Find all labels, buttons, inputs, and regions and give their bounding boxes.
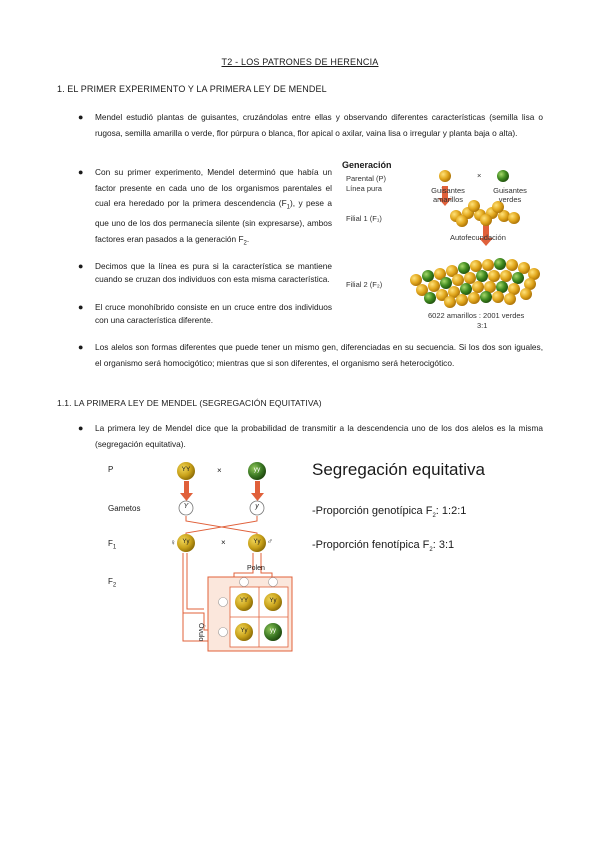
bullet-icon: ●: [78, 302, 84, 312]
arrow-icon: [251, 493, 264, 501]
page-title: T2 - LOS PATRONES DE HERENCIA: [221, 57, 379, 67]
bullet-icon: ●: [78, 342, 84, 352]
ovulo-label: Óvulo: [197, 623, 204, 642]
section-1-heading: 1. EL PRIMER EXPERIMENTO Y LA PRIMERA LEY DE MENDEL: [57, 84, 327, 94]
genotype-yy: yy: [253, 466, 261, 473]
f1-pea-cluster: [450, 200, 520, 227]
list-item: [78, 421, 543, 452]
genotype-Yy-male: Yy: [253, 539, 261, 545]
polen-label: Polen: [247, 565, 265, 572]
segregation-figure: [100, 455, 545, 660]
bullet-text: La primera ley de Mendel dice que la probabilidad de transmitir a la descendencia uno de los dos alelos es la misma (segregación equitativa).: [95, 423, 543, 449]
counts-label: 6022 amarillos : 2001 verdes: [428, 311, 525, 320]
list-item: [78, 301, 332, 327]
f2-label: $F_2$: [108, 577, 117, 589]
filial2-label: Filial 2 (F₂): [346, 280, 383, 289]
list-item: [78, 260, 332, 286]
arrow-icon: [180, 493, 193, 501]
cell-yy: yy: [270, 628, 276, 634]
amarillos-label: Guisantes amarillos: [431, 186, 465, 204]
bullet-icon: ●: [78, 167, 84, 177]
phenotypic-ratio: -Proporción fenotípica $F_2$: 3:1: [312, 539, 455, 554]
cross-symbol: ×: [221, 538, 226, 547]
bullet-icon: ●: [78, 112, 84, 122]
parental-label: Parental (P): [346, 174, 387, 183]
bullet-text: Mendel estudió plantas de guisantes, cruzándolas entre ellas y observando diferentes características (semilla lisa o rugosa, semilla amarilla o verde, flor púrpura o blanca, flor apical o axilar, vaina lisa o irregular y planta baja o alta).: [95, 112, 543, 138]
cell-Yy: Yy: [240, 628, 248, 634]
cross-symbol: ×: [217, 466, 222, 475]
green-pea-icon: [497, 170, 509, 182]
list-item: [78, 340, 543, 371]
bullet-text: El cruce monohíbrido consiste en un cruce entre dos individuos con una característica diferente.: [95, 302, 332, 325]
female-symbol: ♀: [170, 538, 176, 547]
cell-Yy: Yy: [269, 598, 277, 604]
gamete-Y-label: Y: [183, 503, 189, 510]
figure-title: Segregación equitativa: [312, 460, 485, 479]
bullet-icon: ●: [78, 423, 84, 433]
list-item: [78, 110, 543, 141]
section-1-1-heading: 1.1. LA PRIMERA LEY DE MENDEL (SEGREGACIÓN EQUITATIVA): [57, 398, 322, 408]
ratio-label: 3:1: [477, 321, 488, 330]
male-symbol: ♂: [267, 537, 273, 546]
gamete-y-label: y: [255, 503, 259, 510]
linea-pura-label: Línea pura: [346, 184, 382, 193]
cross-symbol: ×: [477, 171, 482, 180]
filial1-label: Filial 1 (F₁): [346, 214, 382, 223]
verdes-label: Guisantes verdes: [493, 186, 527, 204]
f2-pea-cluster: [410, 258, 540, 308]
list-item: [78, 165, 332, 252]
yellow-pea-icon: [439, 170, 451, 182]
gametos-label: Gametos: [108, 504, 141, 513]
bullet-icon: ●: [78, 261, 84, 271]
generation-figure: [338, 158, 548, 333]
bullet-text: Los alelos son formas diferentes que puede tener un mismo gen, diferenciadas en su secuencia. Si los dos son iguales, el organismo será homocigótico; mientras que si son diferentes, el organismo será heterocigótico.: [95, 342, 543, 368]
genotype-YY: YY: [181, 466, 191, 473]
p-label: P: [108, 465, 114, 474]
autofecundacion-label: Autofecundación: [450, 233, 506, 242]
f1-label: $F_1$: [108, 539, 117, 551]
genotypic-ratio: -Proporción genotípica $F_2$: 1:2:1: [312, 505, 467, 520]
bullet-text: Decimos que la línea es pura si la característica se mantiene cuando se cruzan dos individuos con esta misma característica.: [95, 261, 332, 284]
cell-YY: YY: [239, 598, 248, 604]
bullet-text: Con su primer experimento, Mendel determinó que había un factor presente en cada uno de los organismos parentales el cual era heredado por la primera descendencia $(F_1)$, y pese a que uno de los dos permanecía silente (sin expresarse), ambos factores eran pasados a la generación $F_2$.: [95, 167, 332, 247]
genotype-Yy-female: Yy: [182, 539, 190, 545]
figure-heading: Generación: [342, 160, 392, 170]
